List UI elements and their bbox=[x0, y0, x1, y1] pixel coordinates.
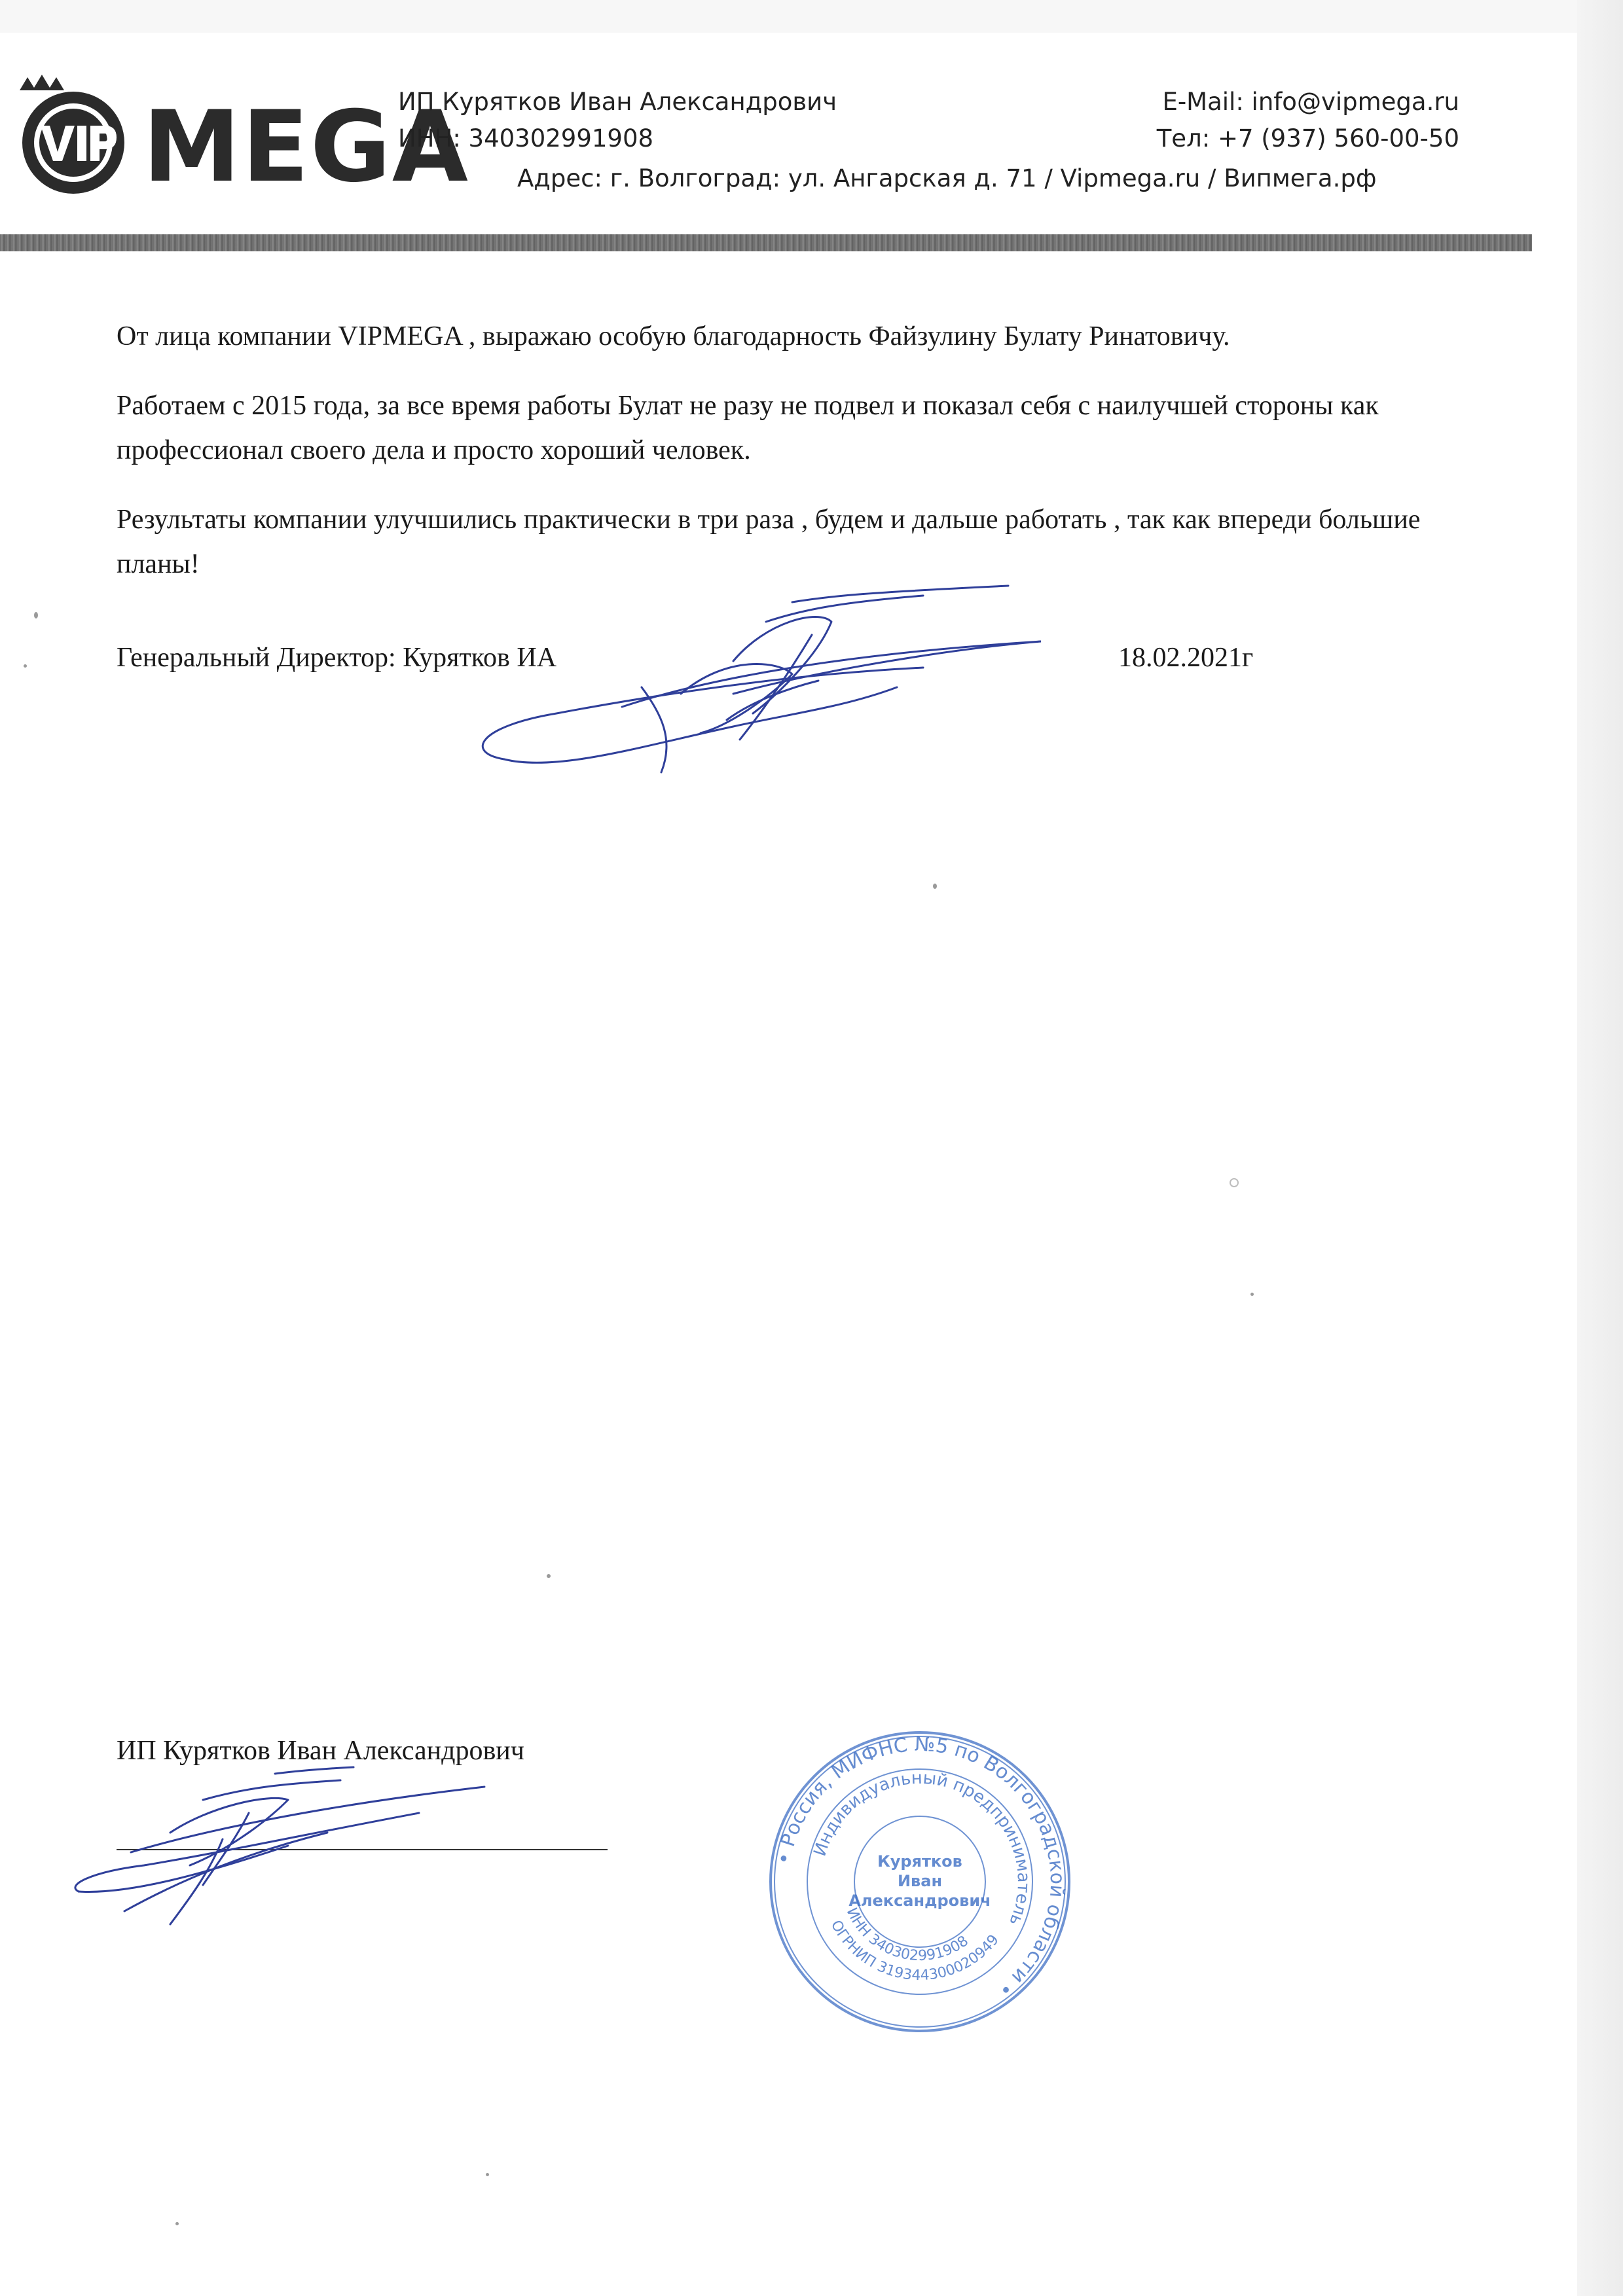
letterhead-address: Адрес: г. Волгоград: ул. Ангарская д. 71 / Vipmega.ru / Випмега.рф bbox=[517, 164, 1377, 192]
scan-speck bbox=[547, 1574, 551, 1578]
letterhead-owner: ИП Курятков Иван Александрович bbox=[398, 88, 837, 116]
ip-signature bbox=[52, 1761, 524, 1931]
stamp-inner-ring-text: Индивидуальный предприниматель bbox=[810, 1768, 1034, 1929]
letter-body bbox=[117, 314, 1452, 611]
scan-speck bbox=[175, 2222, 179, 2225]
director-signature bbox=[426, 583, 1041, 785]
stamp-outer-ring-text: • Россия, МИФНС №5 по Волгоградской области • bbox=[772, 1732, 1069, 2002]
letterhead-contacts bbox=[1157, 84, 1459, 157]
letter-date: 18.02.2021г bbox=[1118, 643, 1254, 673]
header-divider bbox=[0, 234, 1532, 251]
vip-badge-icon bbox=[13, 72, 144, 196]
scan-edge-top bbox=[0, 0, 1623, 33]
stamp-ogrnip-text: ОГРНИП 319344300020949 bbox=[827, 1917, 1002, 1984]
scan-edge-right bbox=[1577, 0, 1623, 2296]
vipmega-logo bbox=[13, 72, 469, 204]
stamp-center-line2: Иван bbox=[897, 1872, 943, 1890]
letterhead-phone: Тел: +7 (937) 560-00-50 bbox=[1156, 124, 1459, 152]
paragraph: Работаем с 2015 года, за все время работы Булат не разу не подвел и показал себя с наилучшей стороны как профессионал своего дела и просто хороший человек. bbox=[117, 391, 1379, 465]
paragraph: От лица компании VIPMEGA , выражаю особую благодарность Файзулину Булату Ринатовичу. bbox=[117, 321, 1230, 351]
paragraph: Результаты компании улучшились практически в три раза , будем и дальше работать , так как впереди большие планы! bbox=[117, 505, 1421, 579]
scan-speck bbox=[1230, 1178, 1239, 1187]
logo-wordmark: MEGA bbox=[143, 90, 469, 204]
scan-speck bbox=[1250, 1293, 1254, 1296]
scan-speck bbox=[933, 884, 937, 889]
scan-speck bbox=[24, 664, 27, 668]
stamp-center-line1: Курятков bbox=[877, 1852, 962, 1871]
stamp-inn-text: ИНН 340302991908 bbox=[843, 1905, 972, 1965]
letterhead-inn: ИНН: 340302991908 bbox=[398, 124, 654, 152]
letterhead-email: E-Mail: info@vipmega.ru bbox=[1162, 88, 1459, 116]
scan-speck bbox=[34, 612, 38, 619]
scan-speck bbox=[486, 2173, 489, 2176]
director-title: Генеральный Директор: Курятков ИА bbox=[117, 643, 557, 673]
letterhead-owner-block bbox=[398, 84, 837, 157]
company-stamp bbox=[766, 1728, 1074, 2036]
ip-name: ИП Курятков Иван Александрович bbox=[117, 1736, 524, 1766]
stamp-center-line3: Александрович bbox=[848, 1892, 991, 1910]
